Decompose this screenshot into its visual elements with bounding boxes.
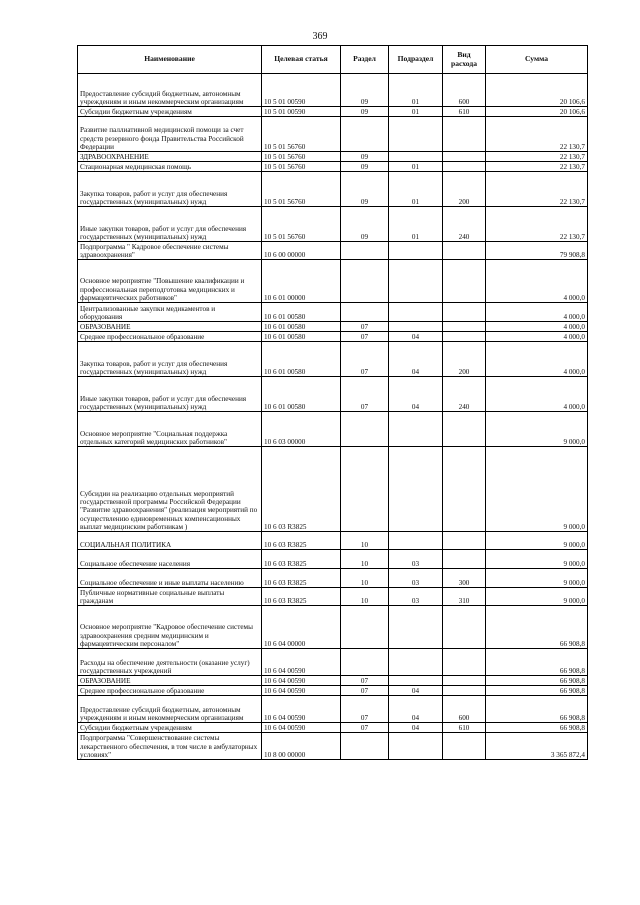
cell-subsection [389, 676, 443, 686]
cell-section: 09 [341, 152, 389, 162]
cell-expense-type: 300 [443, 569, 486, 588]
cell-target-article: 10 6 01 00580 [262, 342, 341, 377]
cell-target-article: 10 5 01 56760 [262, 162, 341, 172]
cell-section: 07 [341, 686, 389, 696]
cell-section: 07 [341, 723, 389, 733]
table-row [78, 649, 588, 676]
cell-sum: 4 000,0 [486, 342, 588, 377]
cell-name: Социальное обеспечение населения [78, 550, 262, 569]
cell-section [341, 303, 389, 322]
cell-subsection: 01 [389, 172, 443, 207]
cell-sum: 66 908,8 [486, 676, 588, 686]
cell-target-article: 10 6 04 00590 [262, 696, 341, 723]
cell-section [341, 242, 389, 260]
table-row [78, 733, 588, 760]
cell-section: 07 [341, 676, 389, 686]
cell-sum: 22 130,7 [486, 152, 588, 162]
cell-sum: 4 000,0 [486, 260, 588, 303]
cell-section: 10 [341, 550, 389, 569]
table-row [78, 152, 588, 162]
cell-expense-type [443, 733, 486, 760]
budget-table [77, 45, 588, 760]
cell-name: Предоставление субсидий бюджетным, автономным учреждениям и иным некоммерческим организациям [78, 74, 262, 107]
cell-expense-type: 310 [443, 588, 486, 606]
cell-name: Основное мероприятие "Кадровое обеспечение системы здравоохранения средним медицинским и фармацевтическим персоналом" [78, 606, 262, 649]
cell-target-article: 10 6 01 00580 [262, 377, 341, 412]
header-subsection: Подраздел [389, 46, 443, 74]
cell-name: Основное мероприятие "Повышение квалификации и профессиональная переподготовка медицинских и фармацевтических работников" [78, 260, 262, 303]
table-row [78, 107, 588, 117]
cell-name: ЗДРАВООХРАНЕНИЕ [78, 152, 262, 162]
cell-expense-type [443, 550, 486, 569]
cell-target-article: 10 5 01 56760 [262, 152, 341, 162]
cell-sum: 66 908,8 [486, 606, 588, 649]
cell-expense-type [443, 447, 486, 532]
cell-section: 10 [341, 588, 389, 606]
table-body [78, 74, 588, 760]
header-sum: Сумма [486, 46, 588, 74]
cell-expense-type [443, 242, 486, 260]
cell-sum: 4 000,0 [486, 322, 588, 332]
table-row [78, 74, 588, 107]
cell-target-article: 10 6 04 00000 [262, 606, 341, 649]
table-row [78, 242, 588, 260]
cell-section [341, 447, 389, 532]
cell-target-article: 10 5 01 56760 [262, 207, 341, 242]
cell-section [341, 733, 389, 760]
cell-section: 07 [341, 332, 389, 342]
cell-name: Централизованные закупки медикаментов и оборудования [78, 303, 262, 322]
cell-expense-type [443, 332, 486, 342]
cell-expense-type [443, 303, 486, 322]
cell-subsection: 03 [389, 569, 443, 588]
cell-subsection [389, 242, 443, 260]
cell-subsection: 03 [389, 588, 443, 606]
cell-subsection [389, 322, 443, 332]
cell-section: 09 [341, 172, 389, 207]
cell-name: Среднее профессиональное образование [78, 332, 262, 342]
header-name: Наименование [78, 46, 262, 74]
cell-target-article: 10 5 01 56760 [262, 172, 341, 207]
cell-name: Субсидии бюджетным учреждениям [78, 107, 262, 117]
cell-sum: 3 365 872,4 [486, 733, 588, 760]
table-row [78, 606, 588, 649]
cell-sum: 66 908,8 [486, 686, 588, 696]
cell-subsection [389, 649, 443, 676]
cell-name: Расходы на обеспечение деятельности (оказание услуг) государственных учреждений [78, 649, 262, 676]
cell-sum: 22 130,7 [486, 162, 588, 172]
cell-target-article: 10 6 01 00000 [262, 260, 341, 303]
cell-section: 07 [341, 322, 389, 332]
cell-subsection [389, 532, 443, 550]
table-row [78, 117, 588, 152]
header-expense-type: Вид расхода [443, 46, 486, 74]
cell-expense-type [443, 152, 486, 162]
cell-target-article: 10 6 04 00590 [262, 676, 341, 686]
cell-target-article: 10 6 03 R3825 [262, 532, 341, 550]
cell-subsection [389, 260, 443, 303]
cell-subsection [389, 733, 443, 760]
table-row [78, 532, 588, 550]
cell-expense-type [443, 260, 486, 303]
cell-expense-type [443, 162, 486, 172]
header-target-article: Целевая статья [262, 46, 341, 74]
cell-expense-type: 200 [443, 342, 486, 377]
cell-section: 09 [341, 207, 389, 242]
cell-sum: 22 130,7 [486, 172, 588, 207]
cell-sum: 66 908,8 [486, 696, 588, 723]
cell-target-article: 10 6 03 R3825 [262, 550, 341, 569]
cell-expense-type [443, 606, 486, 649]
cell-target-article: 10 5 01 00590 [262, 107, 341, 117]
cell-target-article: 10 8 00 00000 [262, 733, 341, 760]
table-row [78, 162, 588, 172]
cell-subsection: 03 [389, 550, 443, 569]
table-row [78, 377, 588, 412]
table-row [78, 588, 588, 606]
cell-name: Субсидии бюджетным учреждениям [78, 723, 262, 733]
cell-name: ОБРАЗОВАНИЕ [78, 322, 262, 332]
table-row [78, 207, 588, 242]
cell-subsection: 04 [389, 332, 443, 342]
cell-sum: 9 000,0 [486, 588, 588, 606]
cell-subsection: 01 [389, 74, 443, 107]
cell-name: СОЦИАЛЬНАЯ ПОЛИТИКА [78, 532, 262, 550]
cell-expense-type: 600 [443, 696, 486, 723]
cell-subsection: 04 [389, 342, 443, 377]
cell-name: Основное мероприятие "Социальная поддержка отдельных категорий медицинских работников" [78, 412, 262, 447]
table-row [78, 550, 588, 569]
cell-target-article: 10 6 01 00580 [262, 322, 341, 332]
cell-subsection [389, 303, 443, 322]
table-row [78, 723, 588, 733]
cell-subsection: 04 [389, 723, 443, 733]
cell-target-article: 10 6 01 00580 [262, 303, 341, 322]
cell-target-article: 10 5 01 00590 [262, 74, 341, 107]
cell-section: 09 [341, 162, 389, 172]
cell-section: 09 [341, 107, 389, 117]
cell-target-article: 10 5 01 56760 [262, 117, 341, 152]
cell-expense-type [443, 412, 486, 447]
cell-expense-type [443, 676, 486, 686]
cell-sum: 9 000,0 [486, 447, 588, 532]
cell-section [341, 117, 389, 152]
cell-sum: 9 000,0 [486, 569, 588, 588]
cell-name: Развитие паллиативной медицинской помощи за счет средств резервного фонда Правительства Российской Федерации [78, 117, 262, 152]
table-row [78, 172, 588, 207]
cell-section: 07 [341, 342, 389, 377]
cell-expense-type: 200 [443, 172, 486, 207]
cell-subsection [389, 447, 443, 532]
table-row [78, 322, 588, 332]
cell-sum: 9 000,0 [486, 412, 588, 447]
cell-section: 10 [341, 569, 389, 588]
cell-section [341, 606, 389, 649]
cell-sum: 4 000,0 [486, 377, 588, 412]
cell-sum: 22 130,7 [486, 207, 588, 242]
cell-section [341, 260, 389, 303]
cell-subsection: 04 [389, 686, 443, 696]
cell-subsection: 04 [389, 377, 443, 412]
cell-subsection [389, 606, 443, 649]
cell-subsection: 01 [389, 207, 443, 242]
table-row [78, 260, 588, 303]
cell-name: Публичные нормативные социальные выплаты гражданам [78, 588, 262, 606]
cell-name: Закупка товаров, работ и услуг для обеспечения государственных (муниципальных) нужд [78, 172, 262, 207]
cell-target-article: 10 6 03 00000 [262, 412, 341, 447]
cell-name: Предоставление субсидий бюджетным, автономным учреждениям и иным некоммерческим организациям [78, 696, 262, 723]
cell-sum: 9 000,0 [486, 550, 588, 569]
cell-section: 07 [341, 696, 389, 723]
cell-subsection: 01 [389, 107, 443, 117]
cell-section [341, 412, 389, 447]
cell-section: 10 [341, 532, 389, 550]
cell-sum: 22 130,7 [486, 117, 588, 152]
cell-name: Закупка товаров, работ и услуг для обеспечения государственных (муниципальных) нужд [78, 342, 262, 377]
cell-name: Социальное обеспечение и иные выплаты населению [78, 569, 262, 588]
cell-name: Иные закупки товаров, работ и услуг для обеспечения государственных (муниципальных) нужд [78, 377, 262, 412]
cell-subsection: 01 [389, 162, 443, 172]
cell-target-article: 10 6 01 00580 [262, 332, 341, 342]
cell-expense-type: 600 [443, 74, 486, 107]
cell-expense-type: 610 [443, 107, 486, 117]
cell-name: Иные закупки товаров, работ и услуг для обеспечения государственных (муниципальных) нужд [78, 207, 262, 242]
cell-section: 07 [341, 377, 389, 412]
table-row [78, 342, 588, 377]
cell-subsection: 04 [389, 696, 443, 723]
table-row [78, 332, 588, 342]
page-number: 369 [312, 31, 328, 42]
cell-expense-type: 610 [443, 723, 486, 733]
cell-sum: 79 908,8 [486, 242, 588, 260]
cell-subsection [389, 412, 443, 447]
cell-name: Подпрограмма " Кадровое обеспечение системы здравоохранения" [78, 242, 262, 260]
table-row [78, 569, 588, 588]
cell-name: Субсидии на реализацию отдельных мероприятий государственной программы Российской Федерации "Развитие здравоохранения" (реализация мероприятий по осуществлению единовременных компенсационных выплат медицинским работникам ) [78, 447, 262, 532]
cell-expense-type [443, 686, 486, 696]
cell-subsection [389, 152, 443, 162]
cell-expense-type [443, 117, 486, 152]
cell-target-article: 10 6 03 R3825 [262, 447, 341, 532]
cell-expense-type [443, 322, 486, 332]
cell-name: Среднее профессиональное образование [78, 686, 262, 696]
cell-name: Стационарная медицинская помощь [78, 162, 262, 172]
table-row [78, 676, 588, 686]
table-row [78, 686, 588, 696]
cell-expense-type [443, 532, 486, 550]
cell-target-article: 10 6 04 00590 [262, 723, 341, 733]
cell-target-article: 10 6 00 00000 [262, 242, 341, 260]
cell-expense-type [443, 649, 486, 676]
cell-expense-type: 240 [443, 207, 486, 242]
cell-section: 09 [341, 74, 389, 107]
cell-expense-type: 240 [443, 377, 486, 412]
cell-sum: 4 000,0 [486, 332, 588, 342]
table-row [78, 447, 588, 532]
cell-sum: 20 106,6 [486, 74, 588, 107]
cell-sum: 66 908,8 [486, 723, 588, 733]
cell-sum: 20 106,6 [486, 107, 588, 117]
table-row [78, 412, 588, 447]
cell-target-article: 10 6 03 R3825 [262, 588, 341, 606]
table-row [78, 696, 588, 723]
cell-subsection [389, 117, 443, 152]
cell-sum: 9 000,0 [486, 532, 588, 550]
cell-target-article: 10 6 04 00590 [262, 649, 341, 676]
cell-name: Подпрограмма "Совершенствование системы лекарственного обеспечения, в том числе в амбулаторных условиях" [78, 733, 262, 760]
cell-target-article: 10 6 03 R3825 [262, 569, 341, 588]
table-row [78, 303, 588, 322]
table-header-row [78, 46, 588, 74]
header-section: Раздел [341, 46, 389, 74]
cell-name: ОБРАЗОВАНИЕ [78, 676, 262, 686]
cell-sum: 66 908,8 [486, 649, 588, 676]
cell-target-article: 10 6 04 00590 [262, 686, 341, 696]
cell-section [341, 649, 389, 676]
cell-sum: 4 000,0 [486, 303, 588, 322]
